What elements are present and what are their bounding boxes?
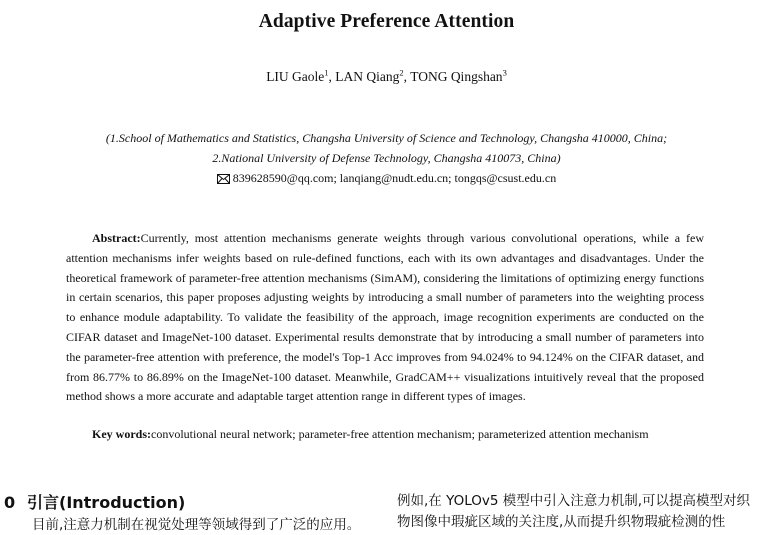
email-line [0, 171, 773, 188]
author-list: LIU Gaole$^1$, LAN Qiang$^2$, TONG Qingshan$^3$ [266, 67, 507, 84]
keywords-label: Key words: [92, 427, 151, 441]
author-name: LIU Gaole [266, 69, 325, 84]
section-number: 0 [4, 493, 16, 512]
author-affiliation-mark: 3 [502, 67, 507, 78]
author-name: LAN Qiang [335, 69, 400, 84]
email-addresses: 839628590@qq.com; lanqiang@nudt.edu.cn; tongqs@csust.edu.cn [232, 171, 557, 185]
author-affiliation-mark: 2 [399, 67, 404, 78]
keywords-text: convolutional neural network; parameter-free attention mechanism; parameterized attention mechanism [151, 427, 649, 441]
envelope-icon [217, 173, 230, 188]
body-line: 物图像中瑕疵区域的关注度,从而提升织物瑕疵检测的性 [397, 514, 726, 530]
body-text-left: 目前,注意力机制在视觉处理等领域得到了广泛的应用。 [32, 517, 361, 533]
abstract-label: Abstract: [92, 231, 141, 245]
abstract-text: Currently, most attention mechanisms generate weights through various convolutional operations, while a few attention mechanisms infer weights based on rule-defined functions, each with its own advantages and disadvantages. Under the theoretical framework of parameter-free attention mechanisms (SimAM), considering the limitations of optimizing energy functions in certain scenarios, this paper proposes adjusting weights by introducing a small number of parameters into the weighting process to enhance module adaptability. To validate the feasibility of the approach, image recognition experiments are conducted on the CIFAR dataset and ImageNet-100 dataset. Experimental results demonstrate that by introducing a small number of parameters into the parameter-free attention with preference, the model's Top-1 Acc improves from 94.024% to 94.124% on the CIFAR dataset, and from 86.77% to 86.89% on the ImageNet-100 dataset. Meanwhile, GradCAM++ visualizations intuitively reveal that the proposed method shows a more accurate and adaptable target attention range in different types of images. [66, 231, 704, 404]
keywords [92, 427, 649, 442]
abstract [66, 229, 704, 407]
section-heading [4, 490, 185, 513]
section-title: 引言(Introduction) [27, 493, 186, 512]
author-name: TONG Qingshan [410, 69, 503, 84]
author-affiliation-mark: 1 [324, 67, 329, 78]
affiliation-line-1: (1.School of Mathematics and Statistics, Changsha University of Science and Technology, Changsha 410000, China; [105, 131, 668, 145]
affiliation-line-2: 2.National University of Defense Technology, Changsha 410073, China) [212, 151, 561, 165]
body-text-right [397, 491, 769, 533]
body-line: 例如,在 YOLOv5 模型中引入注意力机制,可以提高模型对织 [397, 493, 751, 509]
paper-title: Adaptive Preference Attention [258, 11, 515, 32]
